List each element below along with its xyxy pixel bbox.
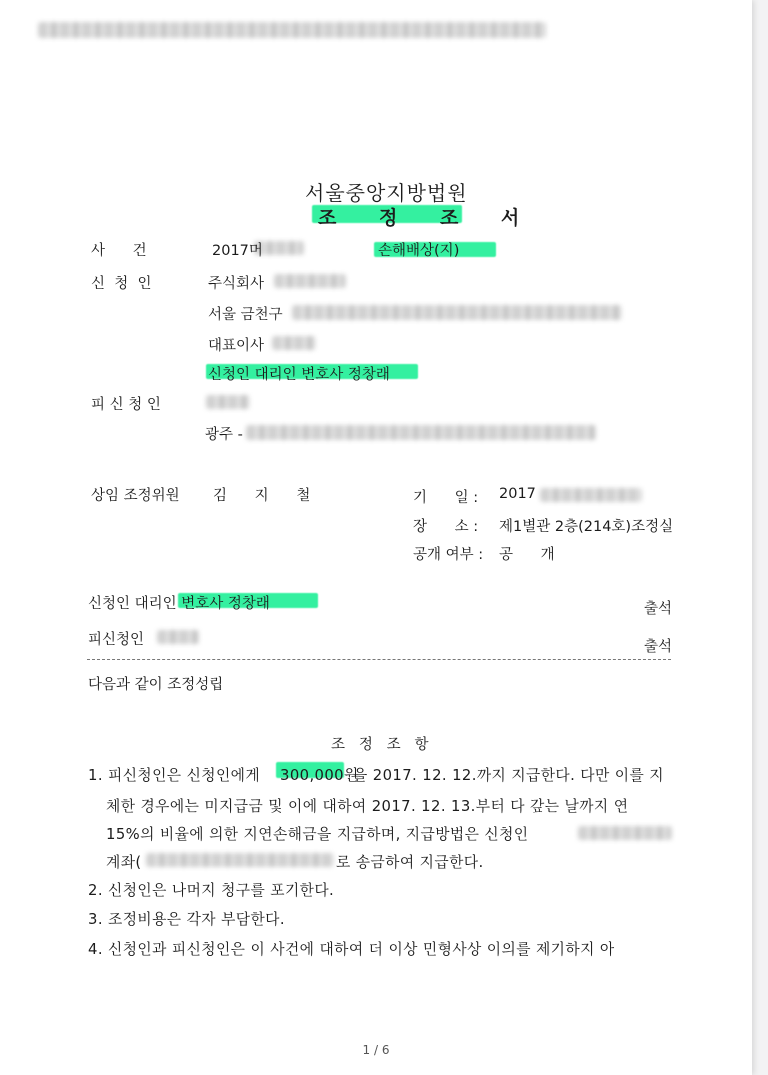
respondent-address-prefix: 광주 - bbox=[205, 427, 243, 443]
term-1-line-2: 체한 경우에는 미지급금 및 이에 대하여 2017. 12. 13.부터 다 갚는 날까지 연 bbox=[106, 798, 629, 815]
applicant-rep-label: 대표이사 bbox=[208, 338, 265, 354]
redacted-applicant-address bbox=[292, 305, 622, 320]
place-label: 장 소 : bbox=[413, 519, 479, 535]
page-indicator: 1 / 6 bbox=[362, 1043, 390, 1057]
applicant-address-prefix: 서울 금천구 bbox=[208, 307, 283, 323]
redacted-account-holder bbox=[578, 826, 672, 840]
attendance-respondent-status: 출석 bbox=[644, 639, 673, 655]
redacted-company bbox=[274, 274, 346, 288]
term-1-amount: 300,000원 bbox=[280, 767, 359, 784]
public-label: 공개 여부 : bbox=[413, 547, 484, 563]
redacted-account-number bbox=[146, 853, 334, 867]
redacted-respondent-name bbox=[206, 395, 250, 409]
redacted-date bbox=[540, 488, 642, 502]
public-value: 공 개 bbox=[499, 547, 555, 563]
case-number-prefix: 2017머 bbox=[212, 243, 263, 259]
respondent-label: 피 신 청 인 bbox=[91, 397, 161, 413]
case-type: 손해배상(지) bbox=[378, 243, 460, 259]
redacted-header bbox=[38, 22, 546, 38]
court-name: 서울중앙지방법원 bbox=[305, 181, 468, 205]
terms-title: 조 정 조 항 bbox=[331, 737, 429, 753]
mediator-name: 김 지 철 bbox=[213, 488, 311, 504]
term-1-line-1-b: 을 2017. 12. 12.까지 지급한다. 다만 이를 지 bbox=[353, 767, 664, 784]
term-1-line-4-b: 로 송금하여 지급한다. bbox=[336, 854, 484, 871]
term-2: 2. 신청인은 나머지 청구를 포기한다. bbox=[88, 882, 335, 899]
attendance-applicant-status: 출석 bbox=[644, 601, 673, 617]
case-label: 사 건 bbox=[91, 243, 147, 259]
date-prefix: 2017 bbox=[499, 486, 536, 502]
term-1-line-4-a: 계좌( bbox=[106, 854, 142, 871]
place-value: 제1별관 2층(214호)조정실 bbox=[499, 519, 674, 535]
redacted-rep-name bbox=[272, 336, 316, 350]
term-3: 3. 조정비용은 각자 부담한다. bbox=[88, 911, 285, 928]
applicant-company-prefix: 주식회사 bbox=[208, 276, 265, 292]
date-label: 기 일 : bbox=[413, 490, 479, 506]
mediator-label: 상임 조정위원 bbox=[91, 488, 180, 504]
redacted-attendance-respondent bbox=[157, 630, 199, 644]
applicant-label: 신 청 인 bbox=[91, 276, 152, 292]
established-text: 다음과 같이 조정성립 bbox=[88, 677, 224, 693]
term-1-line-3: 15%의 비율에 의한 지연손해금을 지급하며, 지급방법은 신청인 bbox=[106, 826, 529, 843]
redacted-respondent-address bbox=[246, 425, 596, 440]
dashed-divider bbox=[87, 659, 671, 660]
applicant-agent: 신청인 대리인 변호사 정창래 bbox=[208, 367, 390, 383]
term-1-line-1-a: 1. 피신청인은 신청인에게 bbox=[88, 767, 266, 784]
attendance-applicant-agent: 신청인 대리인 변호사 정창래 bbox=[88, 596, 270, 612]
document-title: 조 정 조 서 bbox=[318, 207, 538, 229]
term-4: 4. 신청인과 피신청인은 이 사건에 대하여 더 이상 민형사상 이의를 제기하지 아 bbox=[88, 941, 615, 958]
attendance-respondent-label: 피신청인 bbox=[88, 632, 145, 648]
